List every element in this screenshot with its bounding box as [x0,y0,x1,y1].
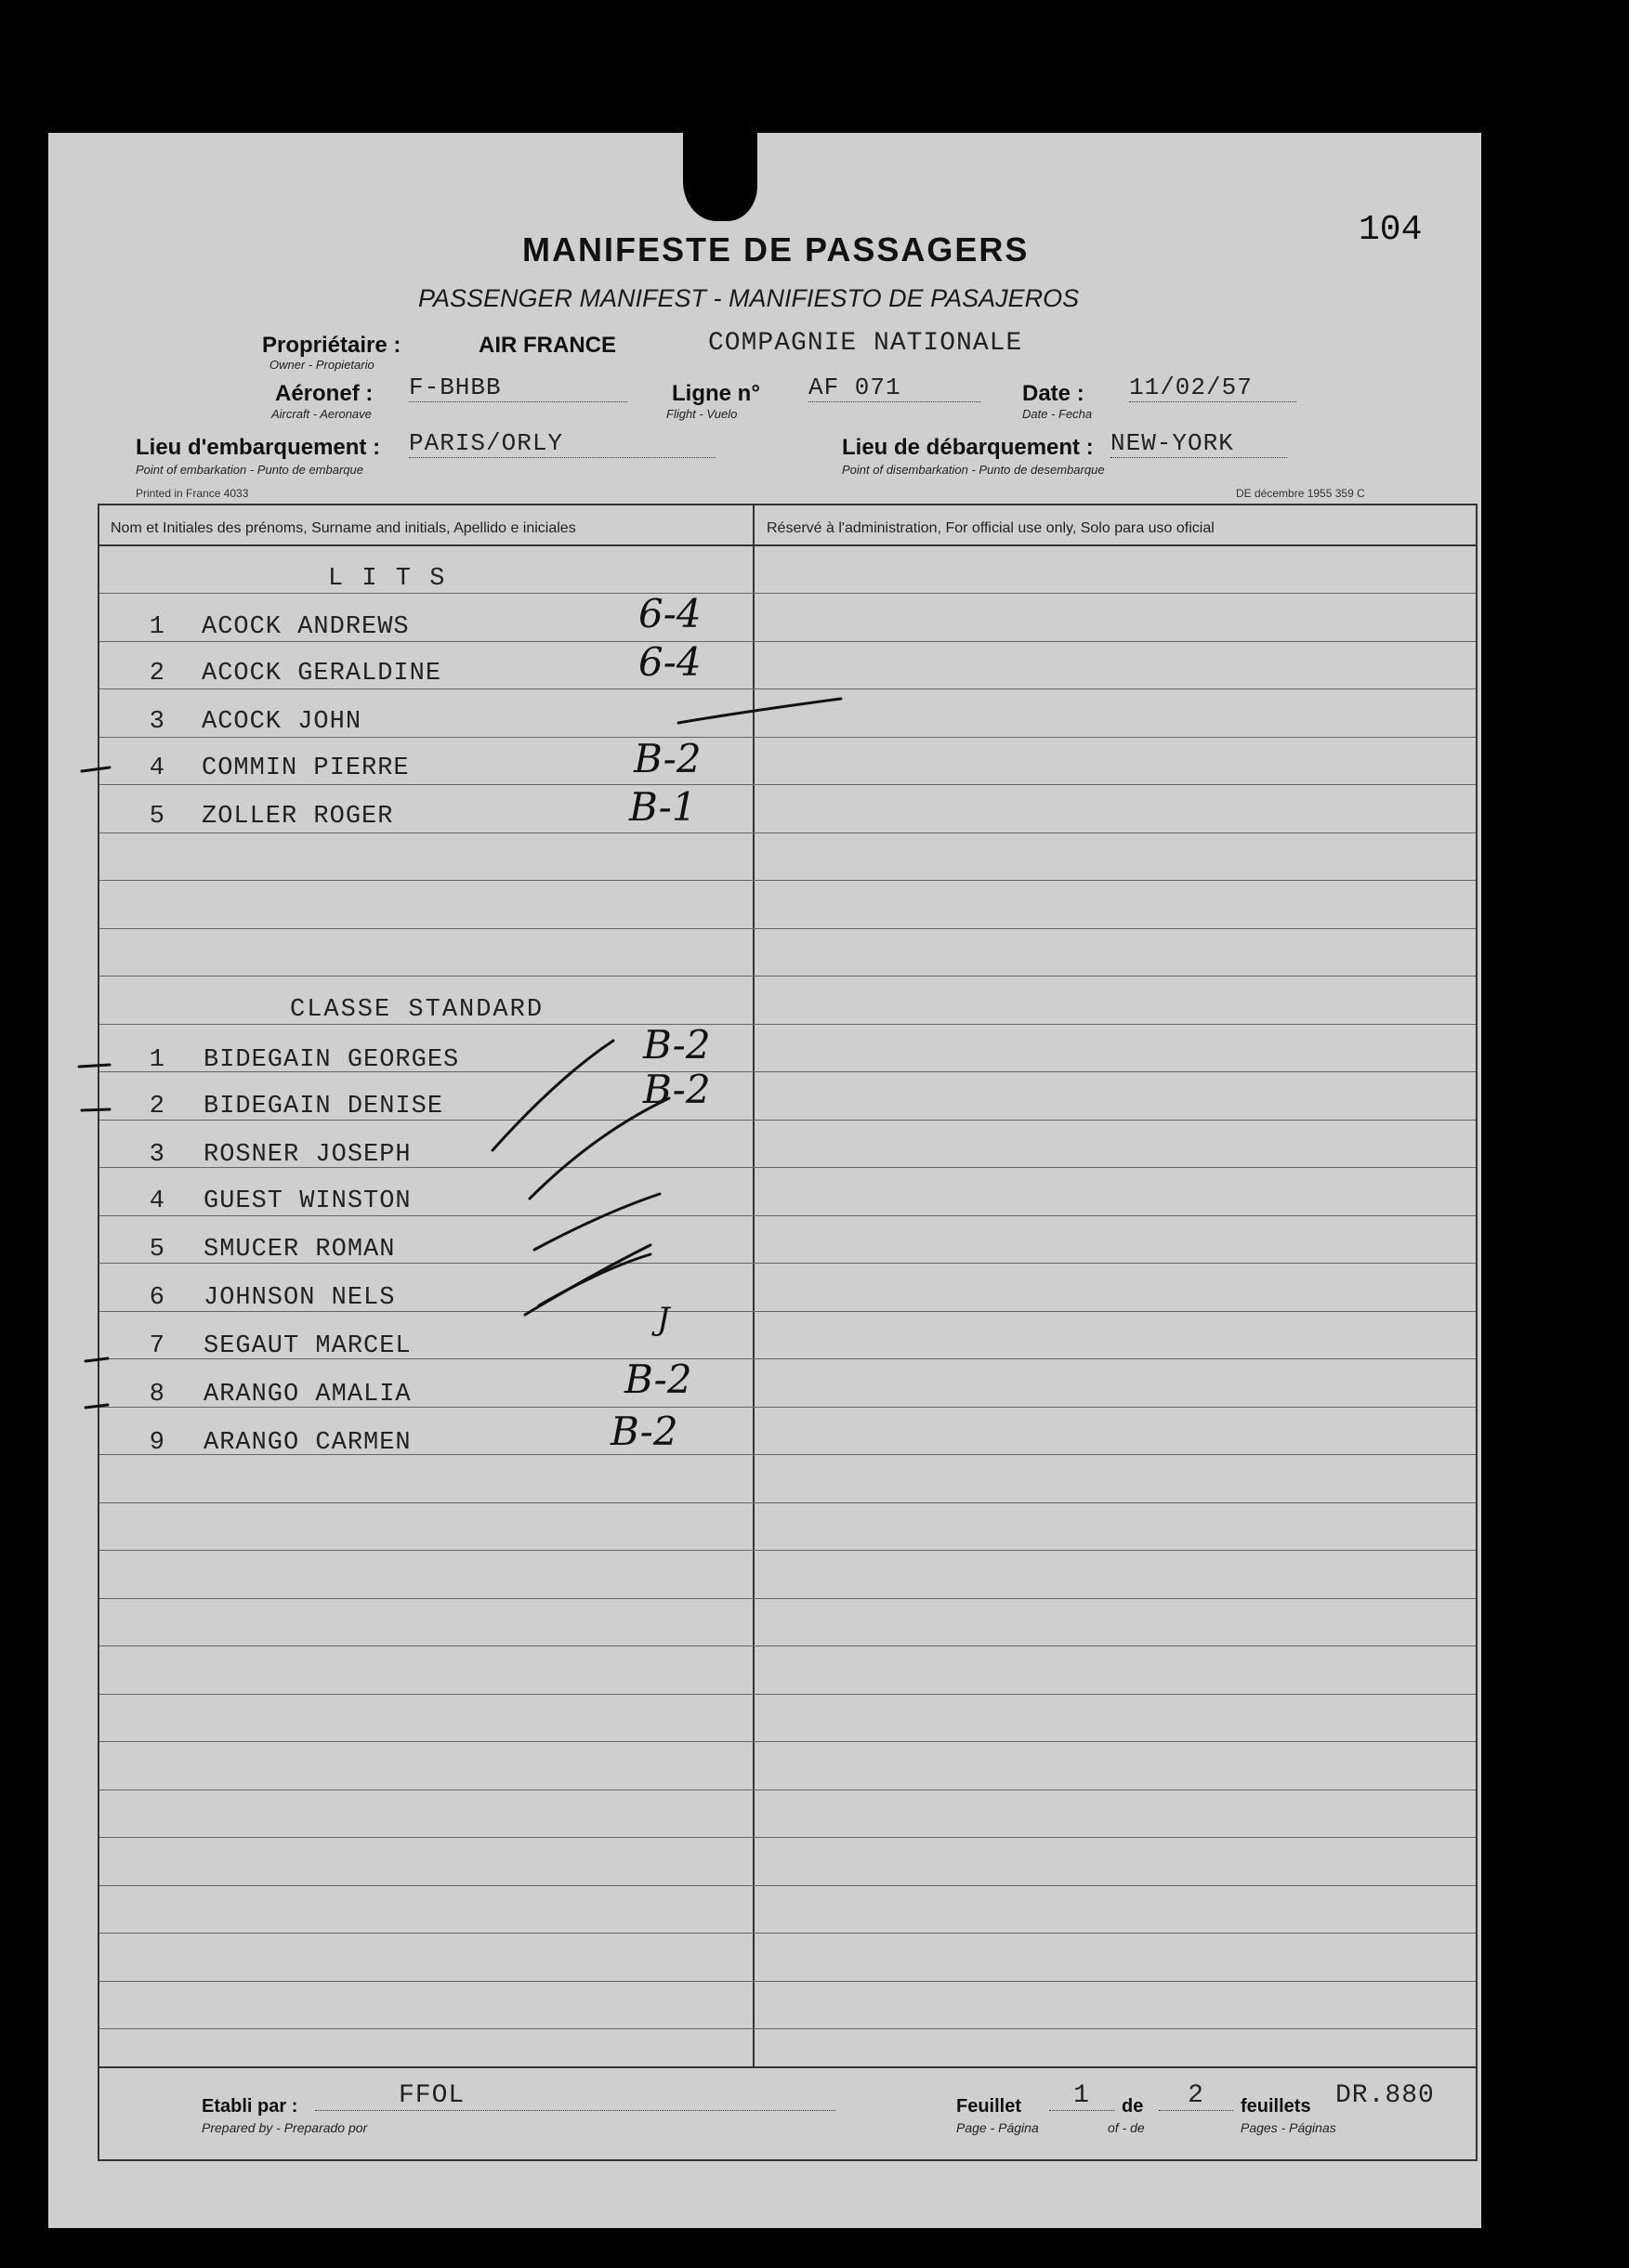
seat-note: B-2 [643,1067,711,1112]
embark-label: Lieu d'embarquement : [136,435,381,460]
seat-note: B-1 [629,784,697,830]
strike-stroke [525,1245,650,1315]
date-label: Date : [1022,381,1084,406]
passenger-name: GUEST WINSTON [204,1187,412,1215]
passenger-number: 4 [149,1187,164,1215]
passenger-number: 7 [149,1332,164,1360]
of-label: de [1122,2096,1144,2117]
strike-stroke [534,1194,660,1250]
page-number: 104 [1359,210,1423,250]
embark-sublabel: Point of embarkation - Punto de embarque [136,463,363,477]
seat-note: B-2 [611,1409,678,1454]
passenger-name: SEGAUT MARCEL [204,1332,412,1360]
passenger-number: 3 [149,1141,164,1169]
flight-sublabel: Flight - Vuelo [666,407,738,421]
of-sublabel: of - de [1108,2120,1145,2135]
passenger-number: 6 [149,1284,164,1312]
passenger-name: BIDEGAIN GEORGES [204,1046,460,1074]
passenger-name: ACOCK JOHN [202,708,362,736]
seat-note: B-2 [643,1022,711,1068]
owner-sublabel: Owner - Propietario [269,358,374,372]
check-stroke [678,699,841,723]
col-header-name: Nom et Initiales des prénoms, Surname and initials, Apellido e iniciales [111,520,576,536]
sheet-sublabel: Page - Página [956,2120,1039,2135]
passenger-number: 2 [149,660,164,688]
passenger-number: 5 [149,803,164,831]
passenger-number: 4 [149,754,164,782]
prepared-label: Etabli par : [202,2096,298,2117]
margin-tick [85,1358,108,1361]
document-title: MANIFESTE DE PASSAGERS [522,230,1030,269]
section-title-standard: CLASSE STANDARD [290,996,545,1024]
sheet-label: Feuillet [956,2096,1022,2117]
owner-label: Propriétaire : [262,333,401,358]
owner-value: AIR FRANCE [479,333,616,358]
pages-sublabel: Pages - Páginas [1241,2120,1336,2135]
passenger-name: COMMIN PIERRE [202,754,410,782]
passenger-number: 1 [149,1046,164,1074]
flight-value: AF 071 [808,374,980,402]
document-subtitle: PASSENGER MANIFEST - MANIFIESTO DE PASAJEROS [418,284,1080,312]
disembark-sublabel: Point of disembarkation - Punto de desembarque [842,463,1105,477]
seat-note: B-2 [634,736,702,781]
passenger-number: 5 [149,1236,164,1264]
passenger-name: ARANGO AMALIA [204,1381,412,1409]
flight-label: Ligne n° [672,381,760,406]
aircraft-sublabel: Aircraft - Aeronave [271,407,372,421]
disembark-label: Lieu de débarquement : [842,435,1094,460]
date-value: 11/02/57 [1129,374,1296,402]
col-header-admin: Réservé à l'administration, For official use only, Solo para uso oficial [767,520,1215,536]
passenger-name: ACOCK ANDREWS [202,613,410,641]
prepared-sublabel: Prepared by - Preparado por [202,2120,368,2135]
seat-note: B-2 [624,1357,692,1402]
form-code: DE décembre 1955 359 C [1236,487,1365,500]
owner-value-2: COMPAGNIE NATIONALE [708,329,1023,358]
passenger-number: 1 [149,613,164,641]
prepared-value: FFOL [315,2081,835,2111]
sheet-value: 1 [1049,2081,1114,2111]
printed-in: Printed in France 4033 [136,487,249,500]
margin-tick [82,1109,110,1110]
embark-value: PARIS/ORLY [409,429,716,458]
seat-note: 6-4 [638,591,702,636]
pages-label: feuillets [1241,2096,1311,2117]
passenger-name: ROSNER JOSEPH [204,1141,412,1169]
strike-stroke [493,1041,613,1150]
margin-tick [79,1065,110,1067]
passenger-number: 2 [149,1093,164,1121]
reference-code: DR.880 [1335,2081,1435,2110]
passenger-name: SMUCER ROMAN [204,1236,396,1264]
date-sublabel: Date - Fecha [1022,407,1093,421]
passenger-name: JOHNSON NELS [204,1284,396,1312]
passenger-number: 3 [149,708,164,736]
passenger-number: 9 [149,1429,164,1457]
section-title-lits: L I T S [328,565,447,593]
passenger-name: ZOLLER ROGER [202,803,394,831]
passenger-name: ARANGO CARMEN [204,1429,412,1457]
disembark-value: NEW-YORK [1110,429,1287,458]
aircraft-label: Aéronef : [275,381,374,406]
margin-tick [82,767,110,771]
seat-note: 6-4 [638,639,702,685]
passenger-name: BIDEGAIN DENISE [204,1093,444,1121]
of-value: 2 [1159,2081,1233,2111]
passenger-number: 8 [149,1381,164,1409]
passenger-name: ACOCK GERALDINE [202,660,442,688]
margin-tick [85,1405,108,1408]
strike-stroke [530,1098,669,1199]
aircraft-value: F-BHBB [409,374,627,402]
seat-note: J [657,1301,670,1338]
